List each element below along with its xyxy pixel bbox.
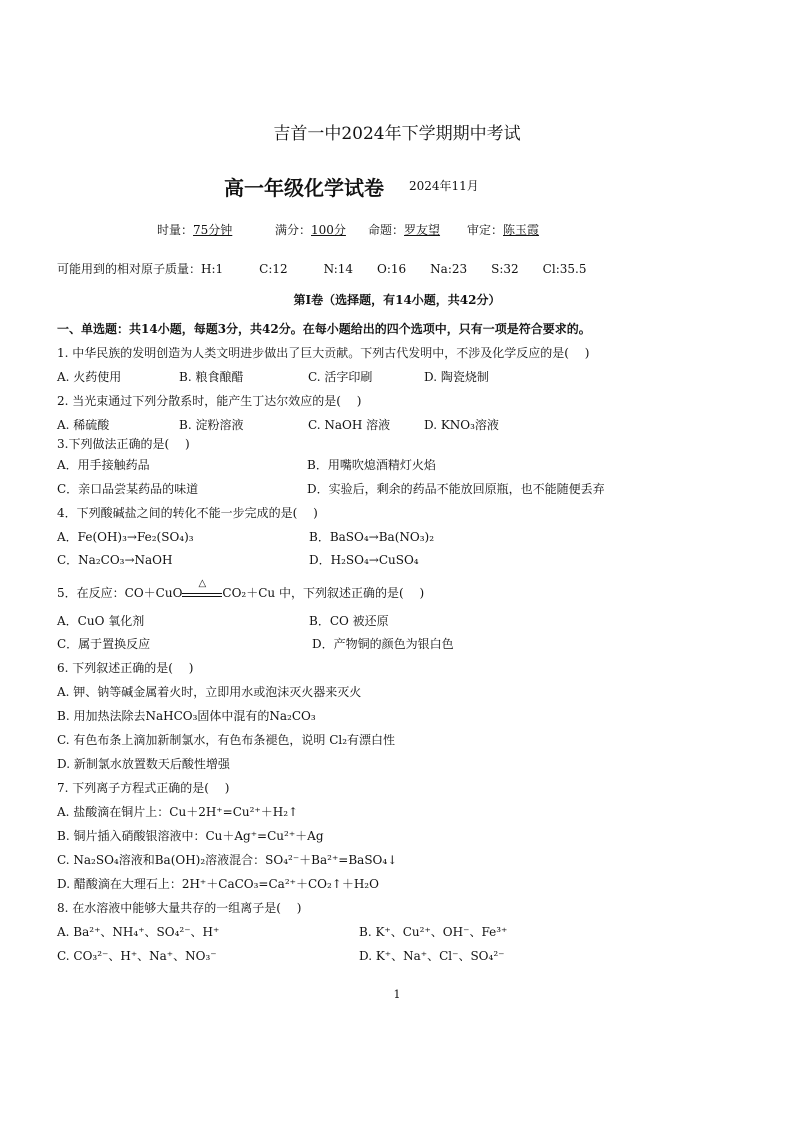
question-4-option-c: C．Na₂CO₃→NaOH: [57, 553, 173, 567]
question-2-option-b: B. 淀粉溶液: [179, 418, 244, 432]
question-2-stem: 2. 当光束通过下列分散系时，能产生丁达尔效应的是( ): [57, 394, 362, 408]
question-4-stem: 4．下列酸碱盐之间的转化不能一步完成的是( ): [57, 506, 318, 520]
question-8-stem: 8. 在水溶液中能够大量共存的一组离子是( ): [57, 901, 302, 915]
question-1-option-c: C. 活字印刷: [308, 370, 373, 384]
question-4-option-d: D．H₂SO₄→CuSO₄: [309, 553, 419, 567]
question-3-option-d: D．实验后，剩余的药品不能放回原瓶，也不能随便丢弃: [307, 482, 605, 496]
page-number: 1: [393, 988, 401, 1001]
question-5-option-d: D．产物铜的颜色为银白色: [312, 637, 454, 651]
question-1-option-a: A. 火药使用: [57, 370, 122, 384]
question-6-stem: 6. 下列叙述正确的是( ): [57, 661, 194, 675]
section-instructions: 一、单选题：共14小题，每题3分，共42分。在每小题给出的四个选项中，只有一项是符合要求的。: [57, 322, 591, 336]
question-3-stem: 3.下列做法正确的是( ): [57, 437, 190, 451]
question-4-option-a: A．Fe(OH)₃→Fe₂(SO₄)₃: [57, 530, 194, 544]
question-3-option-b: B．用嘴吹熄酒精灯火焰: [307, 458, 436, 472]
question-5-stem: 5．在反应：CO＋CuO △ CO₂＋Cu 中，下列叙述正确的是( ): [57, 578, 425, 600]
full-score: 满分：100分: [275, 223, 346, 237]
school-exam-title: 吉首一中2024年下学期期中考试: [273, 124, 521, 144]
question-5-option-b: B．CO 被还原: [309, 614, 389, 628]
question-1-stem: 1. 中华民族的发明创造为人类文明进步做出了巨大贡献。下列古代发明中，不涉及化学反应的是( ): [57, 346, 590, 360]
question-8-option-d: D. K⁺、Na⁺、Cl⁻、SO₄²⁻: [359, 949, 505, 963]
question-6-option-a: A. 钾、钠等碱金属着火时，立即用水或泡沫灭火器来灭火: [57, 685, 362, 699]
question-2-option-d: D. KNO₃溶液: [424, 418, 499, 432]
question-7-option-b: B. 铜片插入硝酸银溶液中：Cu＋Ag⁺=Cu²⁺＋Ag: [57, 829, 324, 843]
part-one-title: 第Ⅰ卷（选择题，有14小题，共42分）: [293, 293, 501, 307]
question-7-option-c: C. Na₂SO₄溶液和Ba(OH)₂溶液混合：SO₄²⁻＋Ba²⁺=BaSO₄↓: [57, 853, 398, 867]
question-4-option-b: B．BaSO₄→Ba(NO₃)₂: [309, 530, 435, 544]
question-8-option-a: A. Ba²⁺、NH₄⁺、SO₄²⁻、H⁺: [57, 925, 220, 939]
question-author: 命题：罗友望: [368, 223, 441, 237]
question-7-option-d: D. 醋酸滴在大理石上：2H⁺＋CaCO₃=Ca²⁺＋CO₂↑＋H₂O: [57, 877, 379, 891]
question-6-option-c: C. 有色布条上滴加新制氯水，有色布条褪色，说明 Cl₂有漂白性: [57, 733, 396, 747]
reviewer: 审定：陈玉霞: [467, 223, 540, 237]
question-7-stem: 7. 下列离子方程式正确的是( ): [57, 781, 230, 795]
atomic-masses: 可能用到的相对原子质量：H:1 C:12 N:14 O:16 Na:23 S:32 Cl:35.5: [57, 262, 587, 276]
question-6-option-d: D. 新制氯水放置数天后酸性增强: [57, 757, 230, 771]
exam-date: 2024年11月: [409, 179, 479, 193]
heating-reaction-arrow: △: [182, 588, 222, 597]
question-5-option-a: A．CuO 氧化剂: [57, 614, 145, 628]
question-2-option-a: A. 稀硫酸: [57, 418, 110, 432]
paper-title: 高一年级化学试卷: [224, 176, 384, 200]
question-8-option-c: C. CO₃²⁻、H⁺、Na⁺、NO₃⁻: [57, 949, 217, 963]
question-5-option-c: C．属于置换反应: [57, 637, 151, 651]
question-6-option-b: B. 用加热法除去NaHCO₃固体中混有的Na₂CO₃: [57, 709, 316, 723]
question-7-option-a: A. 盐酸滴在铜片上：Cu＋2H⁺=Cu²⁺＋H₂↑: [57, 805, 299, 819]
time-limit: 时量：75分钟: [157, 223, 233, 237]
question-8-option-b: B. K⁺、Cu²⁺、OH⁻、Fe³⁺: [359, 925, 508, 939]
question-2-option-c: C. NaOH 溶液: [308, 418, 391, 432]
question-1-option-b: B. 粮食酿醋: [179, 370, 244, 384]
question-1-option-d: D. 陶瓷烧制: [424, 370, 489, 384]
question-3-option-c: C．亲口品尝某药品的味道: [57, 482, 199, 496]
question-3-option-a: A．用手接触药品: [57, 458, 150, 472]
